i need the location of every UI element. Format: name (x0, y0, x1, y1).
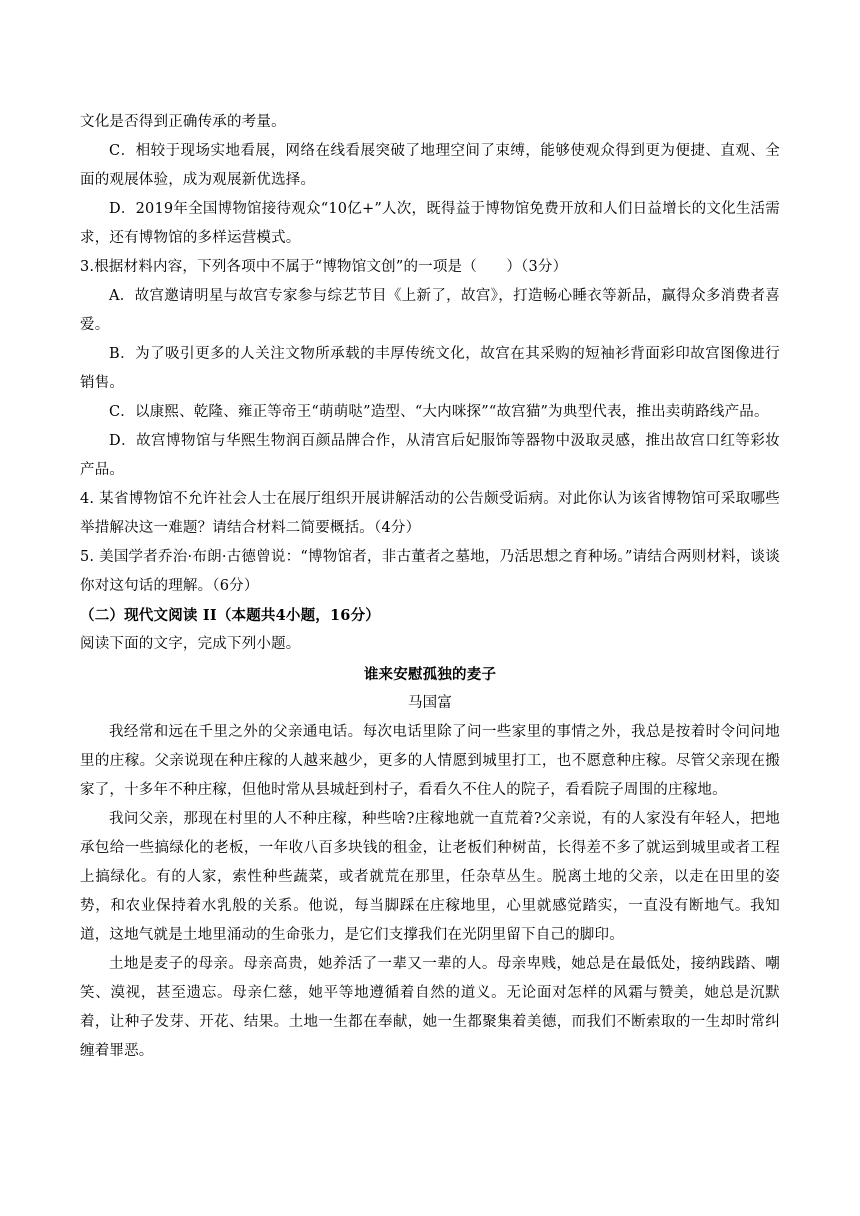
option-d-q3: D．故宫博物馆与华熙生物润百颜品牌合作，从清宫后妃服饰等器物中汲取灵感，推出故宫口红等彩妆产品。 (80, 433, 780, 478)
question-3: 3.根据材料内容，下列各项中不属于“博物馆文创”的一项是（ ）（3分） (80, 259, 568, 275)
article-paragraph-2: 我问父亲，那现在村里的人不种庄稼，种些啥?庄稼地就一直荒着?父亲说，有的人家没有年轻人，把地承包给一些搞绿化的老板，一年收八百多块钱的租金，让老板们种树苗，长得差不多了就运到城里或者工程上搞绿化。有的人家，索性种些蔬菜，或者就荒在那里，任杂草丛生。脱离土地的父亲，以走在田里的姿势，和农业保持着水乳般的关系。他说，每当脚踩在庄稼地里，心里就感觉踏实，一直没有断地气。我知道，这地气就是土地里涌动的生命张力，是它们支撑我们在光阴里留下自己的脚印。 (80, 811, 780, 943)
section-heading: （二）现代文阅读 II（本题共4小题，16分） (80, 607, 380, 624)
article-paragraph-1: 我经常和远在千里之外的父亲通电话。每次电话里除了问一些家里的事情之外，我总是按着时令问问地里的庄稼。父亲说现在种庄稼的人越来越少，更多的人情愿到城里打工，也不愿意种庄稼。尽管父亲现在搬家了，十多年不种庄稼，但他时常从县城赶到村子，看看久不住人的院子，看看院子周围的庄稼地。 (80, 724, 780, 798)
article-author: 马国富 (407, 695, 453, 711)
question-4: 4. 某省博物馆不允许社会人士在展厅组织开展讲解活动的公告颇受诟病。对此你认为该省博物馆可采取哪些举措解决这一难题？请结合材料二简要概括。（4分） (80, 491, 780, 536)
option-c-q3: C．以康熙、乾隆、雍正等帝王“萌萌哒”造型、“大内咪探”“故宫猫”为典型代表，推出卖萌路线产品。 (109, 404, 769, 420)
article-title: 谁来安慰孤独的麦子 (363, 666, 497, 683)
option-d-q2: D．2019年全国博物馆接待观众“10亿+”人次，既得益于博物馆免费开放和人们日益增长的文化生活需求，还有博物馆的多样运营模式。 (80, 201, 780, 246)
question-5: 5. 美国学者乔治·布朗·古德曾说：“博物馆者，非古董者之墓地，乃活思想之育种场。”请结合两则材料，谈谈你对这句话的理解。（6分） (80, 549, 780, 594)
article-paragraph-3: 土地是麦子的母亲。母亲高贵，她养活了一辈又一辈的人。母亲卑贱，她总是在最低处，接纳践踏、嘲笑、漠视，甚至遗忘。母亲仁慈，她平等地遵循着自然的道义。无论面对怎样的风霜与赞美，她总是沉默着，让种子发芽、开花、结果。土地一生都在奉献，她一生都聚集着美德，而我们不断索取的一生却时常纠缠着罪恶。 (80, 956, 780, 1059)
option-b-q3: B．为了吸引更多的人关注文物所承载的丰厚传统文化，故宫在其采购的短袖衫背面彩印故宫图像进行销售。 (80, 346, 780, 391)
section-instruction: 阅读下面的文字，完成下列小题。 (80, 636, 301, 652)
option-c-q2: C．相较于现场实地看展，网络在线看展突破了地理空间了束缚，能够使观众得到更为便捷、直观、全面的观展体验，成为观展新优选择。 (80, 143, 780, 188)
paragraph-continuation: 文化是否得到正确传承的考量。 (80, 114, 286, 130)
option-a-q3: A．故宫邀请明星与故宫专家参与综艺节目《上新了，故宫》，打造畅心睡衣等新品，赢得众多消费者喜爱。 (80, 288, 780, 333)
document-page (80, 108, 780, 1066)
